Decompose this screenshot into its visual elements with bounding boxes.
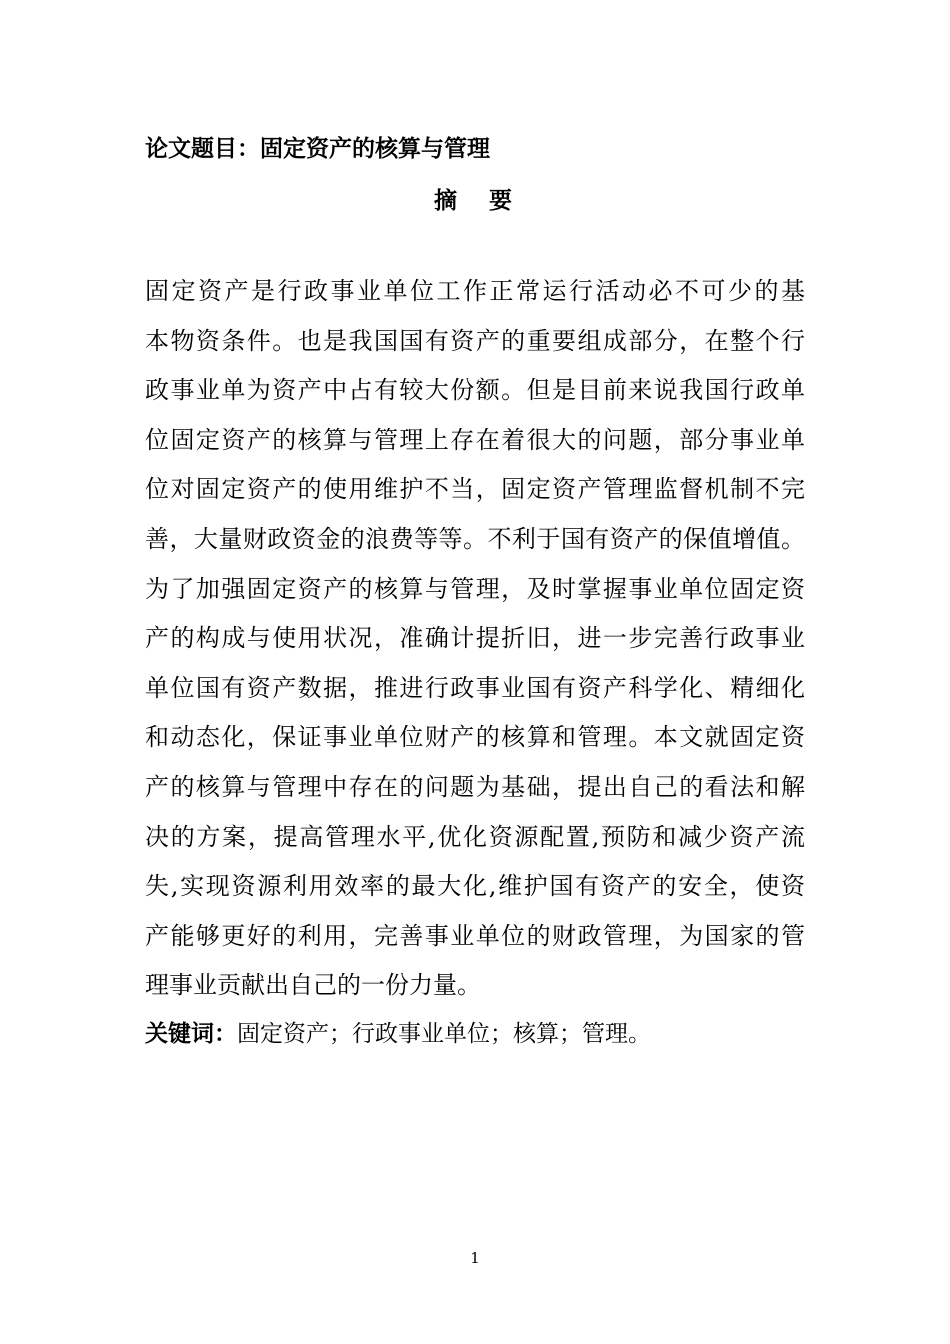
abstract-line: 位对固定资产的使用维护不当，固定资产管理监督机制不完 — [145, 475, 805, 504]
abstract-line: 理事业贡献出自己的一份力量。 — [145, 971, 481, 1000]
abstract-line: 善，大量财政资金的浪费等等。不利于国有资产的保值增值。 — [145, 524, 805, 553]
keywords — [145, 1017, 651, 1051]
abstract-line: 位固定资产的核算与管理上存在着很大的问题，部分事业单 — [145, 425, 805, 454]
abstract-line: 和动态化，保证事业单位财产的核算和管理。本文就固定资 — [145, 723, 805, 752]
abstract-line: 产的核算与管理中存在的问题为基础，提出自己的看法和解 — [145, 772, 805, 801]
abstract-line: 固定资产是行政事业单位工作正常运行活动必不可少的基 — [145, 277, 805, 305]
abstract-line: 单位国有资产数据，推进行政事业国有资产科学化、精细化 — [145, 673, 805, 702]
abstract-line: 为了加强固定资产的核算与管理，及时掌握事业单位固定资 — [145, 574, 805, 603]
page-number: 1 — [470, 1249, 480, 1267]
keywords-label: 关键词： — [145, 1021, 237, 1047]
abstract-line: 本物资条件。也是我国国有资产的重要组成部分，在整个行 — [145, 326, 805, 355]
abstract-line: 决的方案，提高管理水平,优化资源配置,预防和减少资产流 — [145, 822, 805, 851]
keywords-text: 固定资产；行政事业单位；核算；管理。 — [237, 1021, 651, 1047]
thesis-title: 论文题目：固定资产的核算与管理 — [145, 136, 490, 162]
abstract-heading: 摘 要 — [433, 188, 524, 214]
abstract-body — [145, 267, 805, 1011]
abstract-line: 产的构成与使用状况，准确计提折旧，进一步完善行政事业 — [145, 624, 805, 653]
abstract-line: 失,实现资源利用效率的最大化,维护国有资产的安全，使资 — [145, 872, 805, 901]
abstract-line: 产能够更好的利用，完善事业单位的财政管理，为国家的管 — [145, 921, 805, 950]
abstract-line: 政事业单为资产中占有较大份额。但是目前来说我国行政单 — [145, 376, 805, 405]
